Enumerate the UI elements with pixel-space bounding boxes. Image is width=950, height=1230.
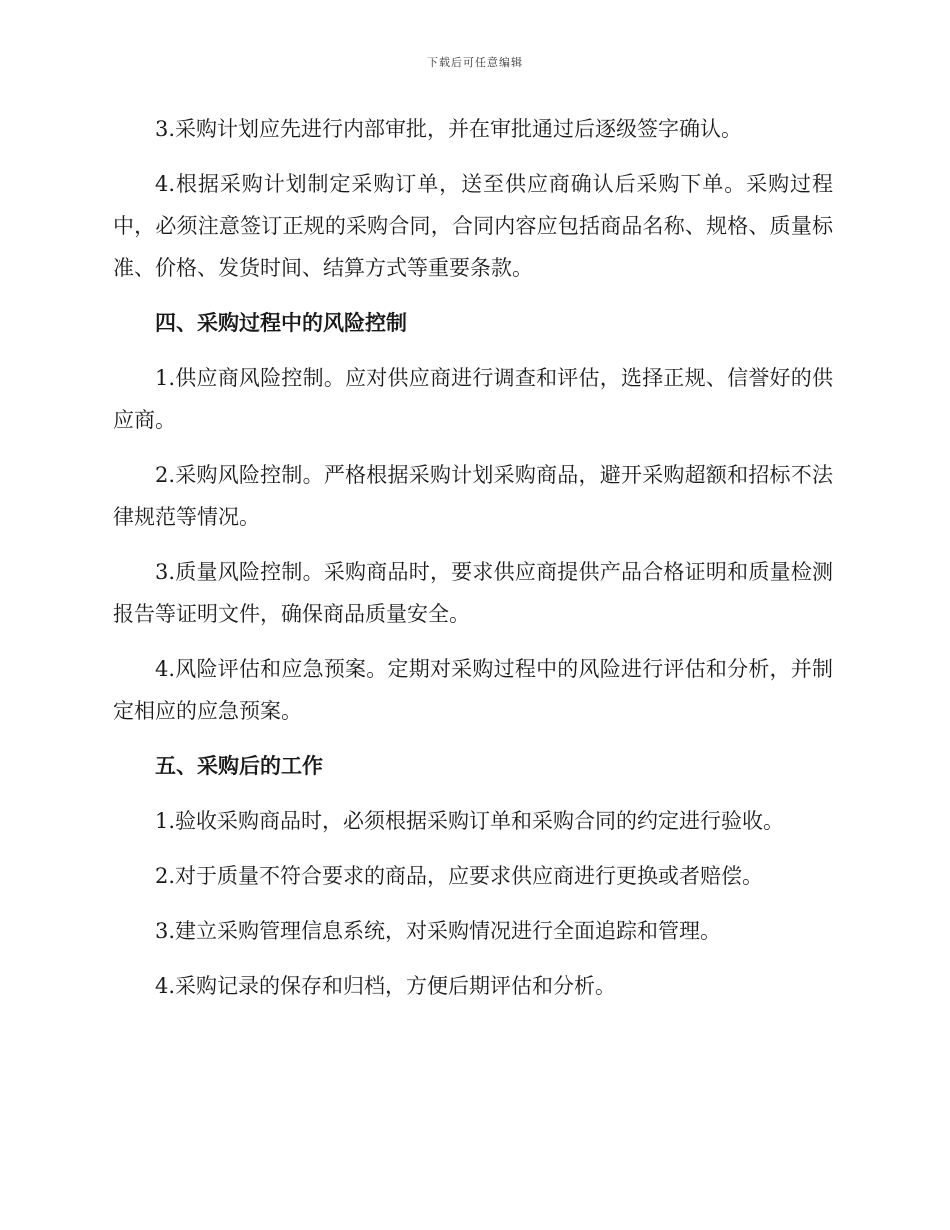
section-heading-post-purchase: 五、采购后的工作	[155, 753, 323, 778]
paragraph-3-approval: 3.采购计划应先进行内部审批，并在审批通过后逐级签字确认。	[155, 117, 743, 141]
document-body	[113, 108, 833, 1020]
paragraph-acceptance: 1.验收采购商品时，必须根据采购订单和采购合同的约定进行验收。	[155, 809, 785, 833]
paragraph-supplier-risk: 1.供应商风险控制。应对供应商进行调查和评估，选择正规、信誉好的供应商。	[113, 366, 833, 432]
paragraph-risk-assessment: 4.风险评估和应急预案。定期对采购过程中的风险进行评估和分析，并制定相应的应急预案。	[113, 657, 833, 723]
paragraph-quality-risk: 3.质量风险控制。采购商品时，要求供应商提供产品合格证明和质量检测报告等证明文件，确保商品质量安全。	[113, 560, 833, 626]
paragraph-records: 4.采购记录的保存和归档，方便后期评估和分析。	[155, 974, 617, 998]
paragraph-replacement: 2.对于质量不符合要求的商品，应要求供应商进行更换或者赔偿。	[155, 864, 764, 888]
header-note: 下载后可任意编辑	[427, 56, 523, 69]
paragraph-info-system: 3.建立采购管理信息系统，对采购情况进行全面追踪和管理。	[155, 919, 722, 943]
paragraph-purchase-risk: 2.采购风险控制。严格根据采购计划采购商品，避开采购超额和招标不法律规范等情况。	[113, 463, 833, 529]
section-heading-risk-control: 四、采购过程中的风险控制	[155, 310, 407, 335]
paragraph-4-purchase-order: 4.根据采购计划制定采购订单，送至供应商确认后采购下单。采购过程中，必须注意签订正规的采购合同，合同内容应包括商品名称、规格、质量标准、价格、发货时间、结算方式等重要条款。	[113, 172, 833, 280]
